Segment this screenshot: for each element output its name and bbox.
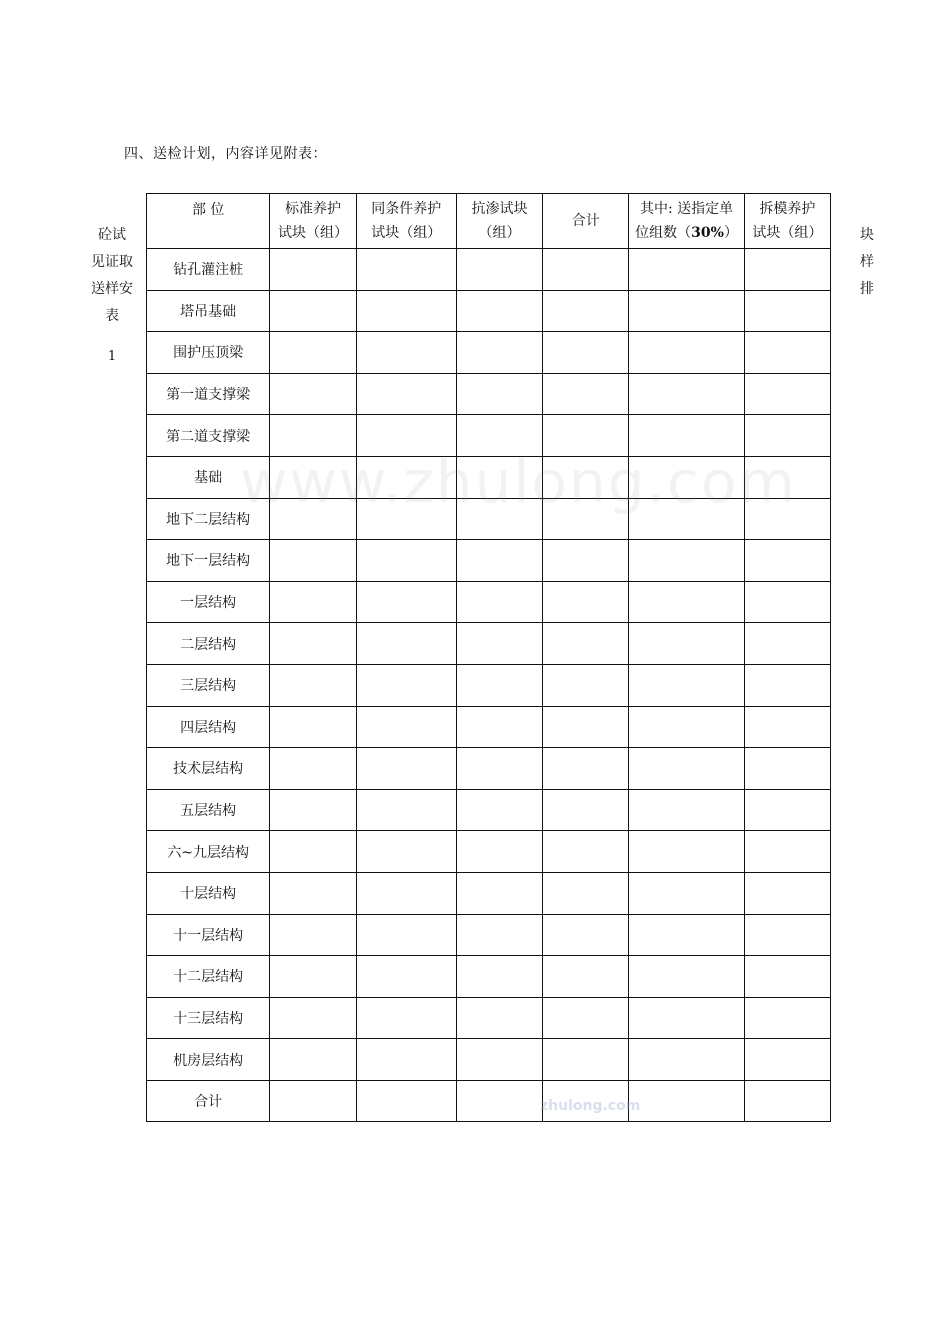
table-row (147, 748, 831, 790)
empty-cell (270, 748, 356, 790)
empty-cell (629, 831, 744, 873)
header-impermeability: 抗渗试块 （组） (456, 194, 542, 249)
empty-cell (270, 831, 356, 873)
empty-cell (270, 789, 356, 831)
empty-cell (629, 664, 744, 706)
header-standard-curing: 标准养护 试块（组） (270, 194, 356, 249)
empty-cell (356, 789, 456, 831)
row-part-label: 第一道支撑梁 (147, 373, 270, 415)
empty-cell (629, 332, 744, 374)
empty-cell (270, 623, 356, 665)
empty-cell (744, 415, 830, 457)
table-row (147, 914, 831, 956)
empty-cell (543, 997, 629, 1039)
row-part-label: 十一层结构 (147, 914, 270, 956)
table-row (147, 831, 831, 873)
empty-cell (356, 872, 456, 914)
empty-cell (270, 997, 356, 1039)
empty-cell (456, 581, 542, 623)
empty-cell (744, 914, 830, 956)
side-caption-line: 见证取 (91, 254, 133, 270)
table-row (147, 789, 831, 831)
empty-cell (744, 664, 830, 706)
table-row (147, 997, 831, 1039)
table-row (147, 872, 831, 914)
empty-cell (543, 664, 629, 706)
empty-cell (456, 789, 542, 831)
empty-cell (270, 249, 356, 291)
empty-cell (456, 373, 542, 415)
empty-cell (543, 581, 629, 623)
empty-cell (356, 290, 456, 332)
row-part-label: 十二层结构 (147, 956, 270, 998)
empty-cell (456, 997, 542, 1039)
empty-cell (543, 956, 629, 998)
row-part-label: 基础 (147, 456, 270, 498)
row-part-label: 塔吊基础 (147, 290, 270, 332)
empty-cell (744, 831, 830, 873)
empty-cell (456, 456, 542, 498)
empty-cell (744, 789, 830, 831)
empty-cell (356, 706, 456, 748)
inspection-plan-table (146, 193, 831, 1122)
empty-cell (456, 748, 542, 790)
row-part-label: 十三层结构 (147, 997, 270, 1039)
empty-cell (356, 456, 456, 498)
empty-cell (543, 290, 629, 332)
empty-cell (543, 872, 629, 914)
empty-cell (456, 290, 542, 332)
table-row (147, 456, 831, 498)
empty-cell (356, 997, 456, 1039)
empty-cell (543, 456, 629, 498)
empty-cell (270, 498, 356, 540)
empty-cell (629, 997, 744, 1039)
empty-cell (543, 748, 629, 790)
table-row (147, 581, 831, 623)
empty-cell (456, 914, 542, 956)
table-row (147, 706, 831, 748)
empty-cell (456, 872, 542, 914)
empty-cell (744, 748, 830, 790)
row-part-label: 钻孔灌注桩 (147, 249, 270, 291)
empty-cell (356, 623, 456, 665)
empty-cell (629, 748, 744, 790)
empty-cell (744, 956, 830, 998)
row-part-label: 六~九层结构 (147, 831, 270, 873)
row-part-label: 地下二层结构 (147, 498, 270, 540)
table-number: 1 (107, 349, 117, 364)
empty-cell (356, 415, 456, 457)
empty-cell (543, 1039, 629, 1081)
empty-cell (356, 540, 456, 582)
empty-cell (543, 789, 629, 831)
empty-cell (270, 1039, 356, 1081)
empty-cell (744, 332, 830, 374)
empty-cell (270, 415, 356, 457)
empty-cell (629, 623, 744, 665)
side-caption-line: 排 (860, 281, 874, 297)
empty-cell (456, 956, 542, 998)
empty-cell (456, 498, 542, 540)
row-part-label: 围护压顶梁 (147, 332, 270, 374)
empty-cell (356, 373, 456, 415)
empty-cell (456, 1039, 542, 1081)
empty-cell (456, 540, 542, 582)
empty-cell (629, 290, 744, 332)
empty-cell (543, 914, 629, 956)
empty-cell (744, 1080, 830, 1122)
empty-cell (270, 914, 356, 956)
empty-cell (543, 498, 629, 540)
empty-cell (456, 623, 542, 665)
table-row (147, 373, 831, 415)
side-caption-line: 砼试 (98, 227, 126, 243)
empty-cell (356, 831, 456, 873)
table-row (147, 249, 831, 291)
side-caption-line: 送样安 (91, 281, 133, 297)
empty-cell (456, 1080, 542, 1122)
empty-cell (270, 664, 356, 706)
empty-cell (270, 332, 356, 374)
empty-cell (543, 415, 629, 457)
empty-cell (744, 872, 830, 914)
table-row (147, 664, 831, 706)
empty-cell (629, 706, 744, 748)
empty-cell (356, 332, 456, 374)
side-caption-line: 样 (860, 254, 874, 270)
header-same-condition-curing: 同条件养护 试块（组） (356, 194, 456, 249)
side-caption-line: 块 (860, 227, 874, 243)
empty-cell (456, 332, 542, 374)
empty-cell (629, 249, 744, 291)
empty-cell (543, 332, 629, 374)
empty-cell (543, 831, 629, 873)
row-part-label: 三层结构 (147, 664, 270, 706)
row-part-label: 地下一层结构 (147, 540, 270, 582)
empty-cell (456, 831, 542, 873)
empty-cell (629, 540, 744, 582)
table-row (147, 498, 831, 540)
table-row (147, 956, 831, 998)
section-heading: 四、送检计划，内容详见附表： (124, 146, 327, 162)
empty-cell (744, 456, 830, 498)
empty-cell (356, 914, 456, 956)
empty-cell (456, 415, 542, 457)
empty-cell (629, 956, 744, 998)
empty-cell (744, 373, 830, 415)
empty-cell (629, 872, 744, 914)
empty-cell (629, 789, 744, 831)
empty-cell (456, 664, 542, 706)
table-row (147, 415, 831, 457)
row-part-label: 技术层结构 (147, 748, 270, 790)
empty-cell (629, 1080, 744, 1122)
empty-cell (270, 1080, 356, 1122)
table-row (147, 623, 831, 665)
watermark-small: zhulong.com (540, 1098, 641, 1114)
empty-cell (456, 249, 542, 291)
row-part-label: 十层结构 (147, 872, 270, 914)
empty-cell (629, 1039, 744, 1081)
empty-cell (543, 1080, 629, 1122)
header-part: 部 位 (147, 194, 270, 249)
row-part-label: 五层结构 (147, 789, 270, 831)
empty-cell (744, 249, 830, 291)
empty-cell (543, 373, 629, 415)
empty-cell (356, 1080, 456, 1122)
header-designated-ratio: 其中: 送指定单 位组数（30%） (629, 194, 744, 249)
empty-cell (270, 956, 356, 998)
empty-cell (270, 290, 356, 332)
table-row (147, 540, 831, 582)
empty-cell (543, 249, 629, 291)
header-demold-curing: 拆模养护 试块（组） (744, 194, 830, 249)
empty-cell (744, 581, 830, 623)
empty-cell (356, 249, 456, 291)
row-part-label: 二层结构 (147, 623, 270, 665)
empty-cell (270, 581, 356, 623)
empty-cell (629, 456, 744, 498)
header-total: 合计 (543, 194, 629, 249)
table-header-row (147, 194, 831, 249)
empty-cell (270, 373, 356, 415)
side-caption-line: 表 (105, 308, 119, 324)
watermark: www.zhulong.com (240, 448, 797, 516)
right-side-caption (860, 222, 900, 330)
empty-cell (744, 290, 830, 332)
empty-cell (744, 540, 830, 582)
empty-cell (543, 706, 629, 748)
empty-cell (356, 581, 456, 623)
empty-cell (744, 623, 830, 665)
table-row (147, 290, 831, 332)
empty-cell (744, 498, 830, 540)
empty-cell (629, 914, 744, 956)
empty-cell (744, 997, 830, 1039)
empty-cell (270, 540, 356, 582)
row-part-label: 四层结构 (147, 706, 270, 748)
table-row (147, 1039, 831, 1081)
row-part-label: 一层结构 (147, 581, 270, 623)
empty-cell (356, 1039, 456, 1081)
row-part-label: 合计 (147, 1080, 270, 1122)
empty-cell (356, 664, 456, 706)
empty-cell (629, 373, 744, 415)
row-part-label: 机房层结构 (147, 1039, 270, 1081)
row-part-label: 第二道支撑梁 (147, 415, 270, 457)
empty-cell (543, 623, 629, 665)
empty-cell (629, 581, 744, 623)
table-row (147, 332, 831, 374)
empty-cell (270, 872, 356, 914)
left-side-caption (80, 222, 144, 369)
empty-cell (629, 498, 744, 540)
table-row (147, 1080, 831, 1122)
empty-cell (744, 1039, 830, 1081)
empty-cell (456, 706, 542, 748)
empty-cell (356, 956, 456, 998)
empty-cell (543, 540, 629, 582)
empty-cell (270, 706, 356, 748)
empty-cell (629, 415, 744, 457)
empty-cell (270, 456, 356, 498)
empty-cell (744, 706, 830, 748)
empty-cell (356, 748, 456, 790)
empty-cell (356, 498, 456, 540)
